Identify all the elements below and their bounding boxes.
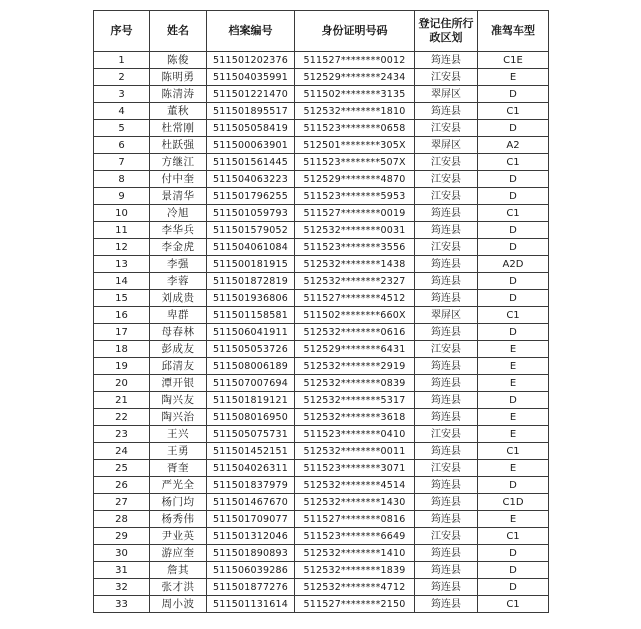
cell-index: 33 [94,596,150,613]
cell-file-number: 511504063223 [207,171,295,188]
cell-index: 28 [94,511,150,528]
cell-id-number: 511523********3071 [295,460,415,477]
table-row [94,120,549,137]
cell-id-number: 512532********4712 [295,579,415,596]
cell-id-number: 512532********1430 [295,494,415,511]
header-district: 登记住所行政区划 [415,11,478,52]
cell-vehicle-class: E [478,460,549,477]
table-row [94,273,549,290]
cell-district: 江安县 [415,69,478,86]
cell-id-number: 511523********0410 [295,426,415,443]
cell-vehicle-class: C1 [478,528,549,545]
cell-vehicle-class: C1 [478,154,549,171]
cell-vehicle-class: C1 [478,596,549,613]
cell-id-number: 512532********1839 [295,562,415,579]
table-row [94,426,549,443]
cell-id-number: 512532********3618 [295,409,415,426]
cell-id-number: 511523********6649 [295,528,415,545]
cell-name: 游应奎 [150,545,207,562]
cell-vehicle-class: D [478,120,549,137]
cell-vehicle-class: E [478,375,549,392]
cell-district: 筠连县 [415,477,478,494]
cell-name: 陈俊 [150,52,207,69]
cell-district: 翠屏区 [415,307,478,324]
cell-name: 胥奎 [150,460,207,477]
cell-file-number: 511508006189 [207,358,295,375]
cell-id-number: 512532********1810 [295,103,415,120]
cell-id-number: 511502********660X [295,307,415,324]
cell-id-number: 511527********0816 [295,511,415,528]
cell-index: 14 [94,273,150,290]
cell-file-number: 511501796255 [207,188,295,205]
cell-id-number: 512501********305X [295,137,415,154]
table-row [94,205,549,222]
table-row [94,154,549,171]
cell-vehicle-class: E [478,409,549,426]
cell-id-number: 511502********3135 [295,86,415,103]
cell-name: 陈清涛 [150,86,207,103]
cell-district: 江安县 [415,154,478,171]
cell-district: 翠屏区 [415,86,478,103]
cell-name: 方继江 [150,154,207,171]
cell-name: 杨门均 [150,494,207,511]
cell-district: 筠连县 [415,256,478,273]
cell-vehicle-class: D [478,273,549,290]
table-row [94,341,549,358]
cell-name: 付中奎 [150,171,207,188]
cell-vehicle-class: C1 [478,103,549,120]
cell-file-number: 511501877276 [207,579,295,596]
cell-file-number: 511504061084 [207,239,295,256]
cell-name: 李蓉 [150,273,207,290]
table-row [94,222,549,239]
cell-name: 陶兴友 [150,392,207,409]
table-row [94,103,549,120]
cell-district: 筠连县 [415,375,478,392]
table-row [94,137,549,154]
cell-file-number: 511501131614 [207,596,295,613]
cell-id-number: 512529********6431 [295,341,415,358]
cell-vehicle-class: D [478,171,549,188]
table-row [94,579,549,596]
cell-vehicle-class: D [478,290,549,307]
cell-name: 母春林 [150,324,207,341]
cell-vehicle-class: E [478,358,549,375]
cell-vehicle-class: D [478,579,549,596]
cell-index: 9 [94,188,150,205]
header-file-number: 档案编号 [207,11,295,52]
cell-index: 22 [94,409,150,426]
cell-index: 29 [94,528,150,545]
cell-name: 严光全 [150,477,207,494]
cell-id-number: 511523********3556 [295,239,415,256]
cell-index: 15 [94,290,150,307]
cell-vehicle-class: D [478,324,549,341]
cell-name: 景清华 [150,188,207,205]
cell-index: 2 [94,69,150,86]
cell-file-number: 511501158581 [207,307,295,324]
cell-vehicle-class: D [478,188,549,205]
cell-vehicle-class: E [478,426,549,443]
cell-id-number: 512532********0839 [295,375,415,392]
cell-name: 陶兴治 [150,409,207,426]
cell-vehicle-class: E [478,69,549,86]
table-row [94,290,549,307]
cell-name: 王勇 [150,443,207,460]
cell-index: 13 [94,256,150,273]
table-row [94,69,549,86]
cell-id-number: 512532********1410 [295,545,415,562]
cell-index: 5 [94,120,150,137]
cell-name: 杜跃强 [150,137,207,154]
cell-name: 董秋 [150,103,207,120]
cell-name: 陈明勇 [150,69,207,86]
header-vehicle-class: 准驾车型 [478,11,549,52]
table-row [94,477,549,494]
cell-vehicle-class: C1D [478,494,549,511]
table-row [94,256,549,273]
cell-id-number: 512532********4514 [295,477,415,494]
cell-id-number: 511523********5953 [295,188,415,205]
cell-name: 王兴 [150,426,207,443]
cell-district: 江安县 [415,426,478,443]
cell-name: 邱清友 [150,358,207,375]
cell-district: 筠连县 [415,511,478,528]
cell-district: 筠连县 [415,273,478,290]
cell-vehicle-class: A2D [478,256,549,273]
cell-index: 23 [94,426,150,443]
table-row [94,511,549,528]
cell-index: 25 [94,460,150,477]
cell-district: 筠连县 [415,596,478,613]
cell-vehicle-class: D [478,392,549,409]
cell-vehicle-class: C1E [478,52,549,69]
cell-vehicle-class: D [478,477,549,494]
cell-index: 21 [94,392,150,409]
cell-vehicle-class: C1 [478,443,549,460]
cell-file-number: 511505075731 [207,426,295,443]
table-row [94,409,549,426]
cell-district: 翠屏区 [415,137,478,154]
cell-vehicle-class: E [478,511,549,528]
cell-id-number: 512532********0616 [295,324,415,341]
table-row [94,494,549,511]
cell-district: 筠连县 [415,545,478,562]
cell-name: 李金虎 [150,239,207,256]
cell-vehicle-class: D [478,545,549,562]
cell-district: 江安县 [415,239,478,256]
cell-id-number: 512532********1438 [295,256,415,273]
table-row [94,171,549,188]
cell-index: 3 [94,86,150,103]
cell-file-number: 511506039286 [207,562,295,579]
cell-district: 筠连县 [415,52,478,69]
cell-district: 筠连县 [415,205,478,222]
cell-file-number: 511501837979 [207,477,295,494]
table-row [94,375,549,392]
cell-file-number: 511500181915 [207,256,295,273]
cell-district: 筠连县 [415,494,478,511]
header-name: 姓名 [150,11,207,52]
cell-file-number: 511501872819 [207,273,295,290]
table-row [94,239,549,256]
cell-district: 江安县 [415,341,478,358]
table-row [94,443,549,460]
cell-index: 11 [94,222,150,239]
cell-index: 24 [94,443,150,460]
cell-index: 4 [94,103,150,120]
license-table [93,10,549,613]
cell-id-number: 512532********2919 [295,358,415,375]
cell-id-number: 511527********2150 [295,596,415,613]
cell-file-number: 511505053726 [207,341,295,358]
cell-district: 筠连县 [415,290,478,307]
cell-file-number: 511500063901 [207,137,295,154]
cell-id-number: 512529********4870 [295,171,415,188]
cell-district: 江安县 [415,171,478,188]
cell-vehicle-class: A2 [478,137,549,154]
table-row [94,528,549,545]
cell-name: 李强 [150,256,207,273]
cell-file-number: 511501890893 [207,545,295,562]
cell-district: 江安县 [415,528,478,545]
table-row [94,545,549,562]
cell-file-number: 511501059793 [207,205,295,222]
cell-file-number: 511501561445 [207,154,295,171]
cell-id-number: 512532********2327 [295,273,415,290]
cell-index: 27 [94,494,150,511]
cell-id-number: 512532********0031 [295,222,415,239]
cell-district: 江安县 [415,120,478,137]
cell-district: 筠连县 [415,222,478,239]
cell-file-number: 511508016950 [207,409,295,426]
cell-file-number: 511504026311 [207,460,295,477]
cell-id-number: 511523********507X [295,154,415,171]
cell-id-number: 511523********0658 [295,120,415,137]
cell-vehicle-class: E [478,341,549,358]
cell-district: 江安县 [415,188,478,205]
cell-index: 19 [94,358,150,375]
cell-name: 张才洪 [150,579,207,596]
table-row [94,324,549,341]
cell-file-number: 511501202376 [207,52,295,69]
cell-file-number: 511501579052 [207,222,295,239]
cell-id-number: 511527********0019 [295,205,415,222]
cell-index: 30 [94,545,150,562]
table-row [94,392,549,409]
cell-vehicle-class: C1 [478,307,549,324]
cell-district: 筠连县 [415,324,478,341]
cell-id-number: 512532********0011 [295,443,415,460]
cell-district: 筠连县 [415,103,478,120]
cell-index: 10 [94,205,150,222]
cell-index: 17 [94,324,150,341]
cell-name: 杨秀伟 [150,511,207,528]
cell-district: 筠连县 [415,443,478,460]
cell-vehicle-class: D [478,222,549,239]
cell-index: 26 [94,477,150,494]
cell-name: 尹业英 [150,528,207,545]
cell-name: 彭成友 [150,341,207,358]
cell-vehicle-class: D [478,562,549,579]
cell-name: 杜常刚 [150,120,207,137]
cell-id-number: 511527********0012 [295,52,415,69]
cell-district: 筠连县 [415,392,478,409]
cell-name: 周小波 [150,596,207,613]
cell-file-number: 511501819121 [207,392,295,409]
cell-district: 江安县 [415,460,478,477]
cell-name: 李华兵 [150,222,207,239]
cell-id-number: 512532********5317 [295,392,415,409]
document-sheet [93,10,548,613]
cell-file-number: 511501709077 [207,511,295,528]
cell-index: 7 [94,154,150,171]
table-row [94,188,549,205]
cell-file-number: 511501467670 [207,494,295,511]
cell-index: 20 [94,375,150,392]
cell-index: 32 [94,579,150,596]
cell-index: 16 [94,307,150,324]
cell-file-number: 511501312046 [207,528,295,545]
table-row [94,596,549,613]
cell-name: 卑群 [150,307,207,324]
cell-index: 1 [94,52,150,69]
cell-file-number: 511506041911 [207,324,295,341]
cell-file-number: 511501452151 [207,443,295,460]
cell-district: 筠连县 [415,358,478,375]
cell-name: 潭开银 [150,375,207,392]
cell-index: 8 [94,171,150,188]
cell-district: 筠连县 [415,562,478,579]
cell-district: 筠连县 [415,579,478,596]
cell-file-number: 511501895517 [207,103,295,120]
table-row [94,562,549,579]
header-index: 序号 [94,11,150,52]
cell-vehicle-class: D [478,239,549,256]
table-row [94,86,549,103]
cell-id-number: 511527********4512 [295,290,415,307]
cell-file-number: 511501221470 [207,86,295,103]
cell-index: 12 [94,239,150,256]
cell-index: 18 [94,341,150,358]
table-row [94,52,549,69]
cell-file-number: 511507007694 [207,375,295,392]
cell-file-number: 511501936806 [207,290,295,307]
cell-file-number: 511505058419 [207,120,295,137]
cell-district: 筠连县 [415,409,478,426]
header-id-number: 身份证明号码 [295,11,415,52]
table-row [94,358,549,375]
table-row [94,460,549,477]
cell-file-number: 511504035991 [207,69,295,86]
cell-name: 冷旭 [150,205,207,222]
cell-index: 6 [94,137,150,154]
table-header-row [94,11,549,52]
cell-vehicle-class: D [478,86,549,103]
cell-vehicle-class: C1 [478,205,549,222]
table-row [94,307,549,324]
cell-name: 詹其 [150,562,207,579]
cell-index: 31 [94,562,150,579]
cell-name: 刘成贵 [150,290,207,307]
cell-id-number: 512529********2434 [295,69,415,86]
